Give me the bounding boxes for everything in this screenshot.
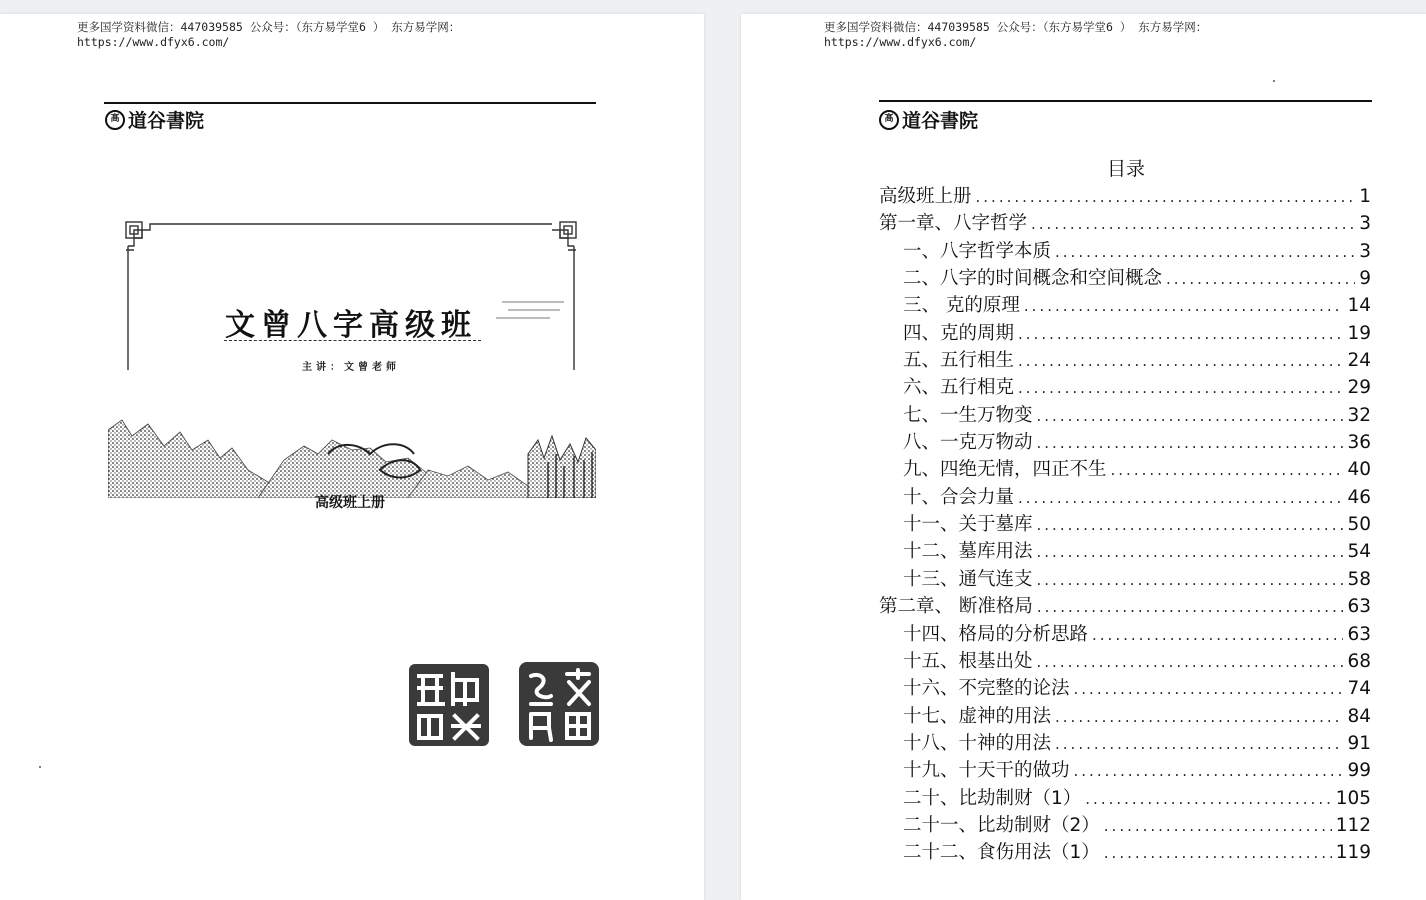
toc-entry-page-number: 1 [1359, 186, 1371, 207]
toc-dot-leader [1085, 790, 1331, 808]
toc-dot-leader [1055, 708, 1343, 726]
toc-dot-leader [1037, 407, 1344, 425]
toc-entry-page-number: 74 [1347, 678, 1371, 700]
toc-entry [879, 319, 1371, 346]
watermark-url: https://www.dfyx6.com/ [77, 35, 230, 49]
toc-entry-label: 二、八字的时间概念和空间概念 [903, 268, 1163, 290]
document-page-cover [0, 14, 704, 900]
toc-entry-label: 高级班上册 [879, 186, 972, 207]
toc-entry-page-number: 24 [1347, 350, 1371, 372]
seal-stamp-icon [517, 660, 601, 748]
toc-dot-leader [1018, 489, 1343, 507]
toc-dot-leader [1037, 543, 1344, 561]
toc-entry [879, 483, 1371, 510]
mountain-landscape-illustration [108, 410, 596, 498]
toc-entry-label: 十五、根基出处 [903, 650, 1033, 672]
publisher-name: 道谷書院 [128, 110, 205, 132]
header-rule [879, 100, 1372, 102]
publisher-brand [879, 106, 978, 133]
toc-entry-label: 五、五行相生 [903, 350, 1015, 372]
publisher-brand [105, 106, 204, 133]
toc-dot-leader [1037, 516, 1344, 534]
toc-entry [879, 620, 1371, 647]
toc-entry [879, 592, 1371, 619]
toc-entry-page-number: 14 [1347, 295, 1371, 317]
toc-entry [879, 373, 1371, 400]
toc-entry-label: 八、一克万物动 [903, 432, 1033, 454]
toc-entry-label: 十九、十天干的做功 [903, 760, 1070, 782]
toc-entry-label: 十二、墓库用法 [903, 541, 1033, 563]
watermark-text [77, 20, 460, 50]
cover-title: 文曾八字高级班 [225, 308, 477, 343]
title-underline [224, 340, 481, 341]
volume-caption: 高级班上册 [315, 495, 385, 511]
toc-dot-leader [1055, 735, 1343, 753]
scan-speck [39, 766, 41, 768]
toc-entry [879, 346, 1371, 373]
toc-entry [879, 237, 1371, 264]
toc-entry [879, 537, 1371, 564]
toc-dot-leader [976, 188, 1356, 206]
toc-entry-page-number: 36 [1347, 432, 1371, 454]
toc-entry-page-number: 58 [1347, 568, 1371, 590]
toc-entry [879, 565, 1371, 592]
toc-entry-page-number: 3 [1359, 213, 1371, 235]
toc-entry-page-number: 3 [1359, 240, 1371, 262]
toc-dot-leader [1166, 270, 1355, 288]
toc-entry-page-number: 112 [1335, 814, 1371, 836]
toc-entry-label: 三、 克的原理 [903, 295, 1020, 317]
toc-entry-page-number: 68 [1347, 650, 1371, 672]
toc-entry [879, 455, 1371, 482]
toc-dot-leader [1037, 571, 1344, 589]
toc-dot-leader [1037, 434, 1344, 452]
toc-entry-label: 四、克的周期 [903, 322, 1015, 344]
cover-title-frame [124, 220, 578, 380]
toc-entry-label: 七、一生万物变 [903, 404, 1033, 426]
toc-dot-leader [1055, 243, 1355, 261]
toc-entry-label: 十三、通气连支 [903, 568, 1033, 590]
watermark-line-1: 更多国学资料微信：447039585 公众号：（东方易学堂6 ） 东方易学网： [77, 20, 461, 34]
publisher-logo-icon: 高 [879, 110, 899, 130]
toc-title: 目录 [1106, 158, 1145, 180]
watermark-url: https://www.dfyx6.com/ [824, 35, 977, 49]
toc-entry [879, 784, 1371, 811]
toc-entry [879, 510, 1371, 537]
toc-entry [879, 647, 1371, 674]
toc-dot-leader [1104, 817, 1332, 835]
toc-entry-page-number: 32 [1347, 404, 1371, 426]
toc-entry [879, 756, 1371, 783]
toc-entry-label: 二十一、比劫制财（2） [903, 814, 1100, 836]
toc-entry [879, 264, 1371, 291]
toc-entry-label: 十一、关于墓库 [903, 514, 1033, 536]
table-of-contents [879, 182, 1371, 866]
toc-entry [879, 729, 1371, 756]
toc-entry-label: 十六、不完整的论法 [903, 678, 1070, 700]
toc-entry-label: 十、合会力量 [903, 486, 1015, 508]
toc-entry [879, 401, 1371, 428]
toc-entry-page-number: 40 [1347, 459, 1371, 481]
toc-dot-leader [1104, 844, 1332, 862]
toc-entry [879, 811, 1371, 838]
toc-entry [879, 209, 1371, 236]
toc-entry-page-number: 9 [1359, 268, 1371, 290]
toc-entry-label: 二十、比劫制财（1） [903, 787, 1082, 809]
seal-stamp-icon [407, 660, 491, 748]
toc-entry-label: 六、五行相克 [903, 377, 1015, 399]
toc-entry-label: 二十二、食伤用法（1） [903, 842, 1100, 864]
cover-lecturer: 主讲：文曾老师 [302, 362, 400, 373]
toc-entry [879, 291, 1371, 318]
toc-entry-page-number: 84 [1347, 705, 1371, 727]
toc-entry-label: 一、八字哲学本质 [903, 240, 1052, 262]
publisher-name: 道谷書院 [902, 110, 979, 132]
toc-dot-leader [1018, 352, 1343, 370]
toc-entry [879, 702, 1371, 729]
toc-entry [879, 428, 1371, 455]
toc-dot-leader [1111, 461, 1344, 479]
toc-entry [879, 838, 1371, 865]
toc-entry-page-number: 46 [1347, 486, 1371, 508]
toc-entry-label: 十四、格局的分析思路 [903, 623, 1089, 645]
toc-dot-leader [1074, 762, 1344, 780]
toc-entry [879, 674, 1371, 701]
toc-dot-leader [1037, 653, 1344, 671]
toc-dot-leader [1024, 297, 1344, 315]
toc-entry-label: 第二章、 断准格局 [879, 596, 1033, 618]
toc-entry-label: 第一章、八字哲学 [879, 213, 1028, 235]
toc-entry-page-number: 63 [1347, 596, 1371, 618]
toc-entry-label: 十七、虚神的用法 [903, 705, 1052, 727]
header-rule [104, 102, 596, 104]
toc-entry-page-number: 119 [1335, 842, 1371, 864]
toc-entry-page-number: 99 [1347, 760, 1371, 782]
toc-dot-leader [1018, 379, 1343, 397]
toc-entry-page-number: 50 [1347, 514, 1371, 536]
toc-entry-label: 十八、十神的用法 [903, 732, 1052, 754]
toc-dot-leader [1018, 325, 1343, 343]
document-page-toc [741, 14, 1426, 900]
toc-entry-page-number: 29 [1347, 377, 1371, 399]
toc-entry-page-number: 63 [1347, 623, 1371, 645]
toc-entry-page-number: 91 [1347, 732, 1371, 754]
toc-entry-page-number: 105 [1335, 787, 1371, 809]
toc-entry-label: 九、四绝无情，四正不生 [903, 459, 1107, 481]
toc-dot-leader [1074, 680, 1344, 698]
toc-entry-page-number: 54 [1347, 541, 1371, 563]
toc-entry-page-number: 19 [1347, 322, 1371, 344]
watermark-text [824, 20, 1207, 50]
toc-dot-leader [1031, 215, 1355, 233]
watermark-line-1: 更多国学资料微信：447039585 公众号：（东方易学堂6 ） 东方易学网： [824, 20, 1208, 34]
toc-dot-leader [1092, 626, 1343, 644]
publisher-logo-icon: 高 [105, 110, 125, 130]
scan-speck [1273, 80, 1275, 82]
toc-dot-leader [1037, 598, 1344, 616]
toc-entry [879, 182, 1371, 209]
